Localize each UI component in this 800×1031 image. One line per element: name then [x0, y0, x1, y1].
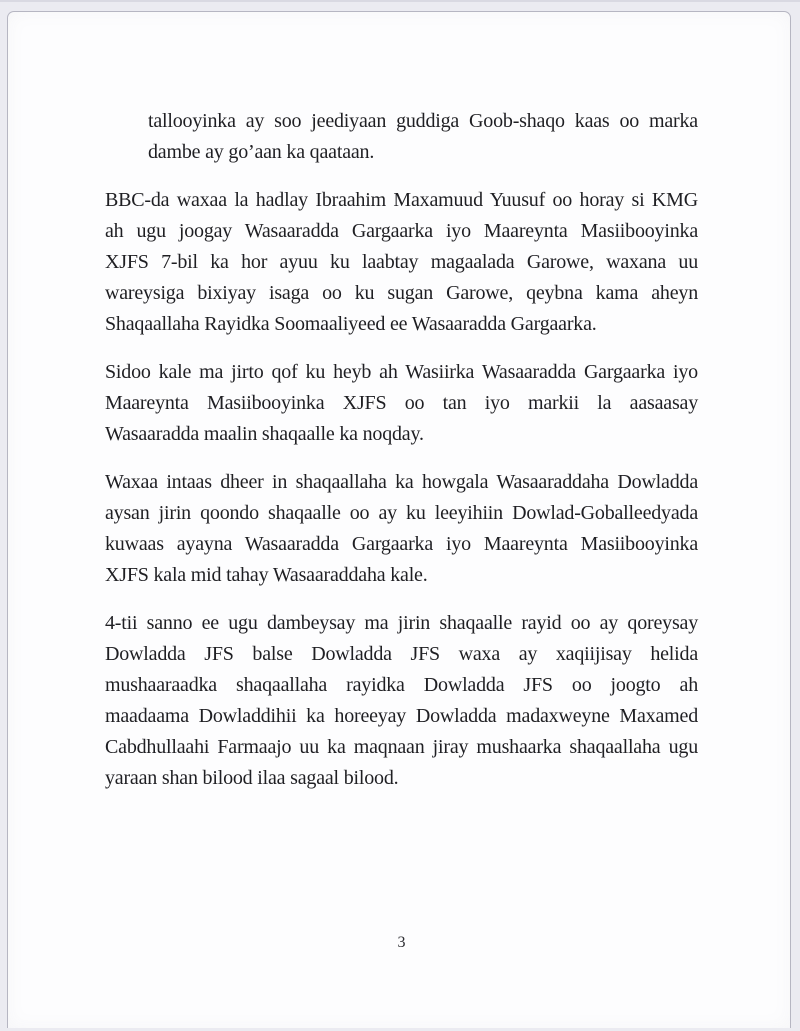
text-line: BBC-da waxaa la hadlay Ibraahim Maxamuud Yuusuf oo horay si KMG — [105, 189, 698, 211]
text-line: Waxaa intaas dheer in shaqaallaha ka howgala Wasaaraddaha Dowladda — [105, 471, 698, 493]
text-line: wareysiga bixiyay isaga oo ku sugan Garowe, qeybna kama aheyn — [105, 282, 698, 304]
page-number: 3 — [397, 934, 406, 951]
document-page — [7, 11, 791, 1028]
text-line: kuwaas ayayna Wasaaradda Gargaarka iyo Maareynta Masiibooyinka — [105, 533, 698, 555]
text-line: tallooyinka ay soo jeediyaan guddiga Goob-shaqo kaas oo marka — [148, 110, 698, 132]
text-line: Maareynta Masiibooyinka XJFS oo tan iyo markii la aasaasay — [105, 392, 698, 414]
text-line: Dowladda JFS balse Dowladda JFS waxa ay xaqiijisay helida — [105, 643, 698, 665]
text-line: Wasaaradda maalin shaqaalle ka noqday. — [105, 423, 424, 445]
paragraph — [105, 185, 698, 340]
text-line: ah ugu joogay Wasaaradda Gargaarka iyo Maareynta Masiibooyinka — [105, 220, 698, 242]
text-line: yaraan shan bilood ilaa sagaal bilood. — [105, 767, 399, 789]
photo-top-edge — [0, 0, 800, 2]
text-line: 4-tii sanno ee ugu dambeysay ma jirin shaqaalle rayid oo ay qoreysay — [105, 612, 698, 634]
text-line: Shaqaallaha Rayidka Soomaaliyeed ee Wasaaradda Gargaarka. — [105, 313, 597, 335]
text-line: dambe ay go’aan ka qaataan. — [148, 141, 375, 163]
text-line: XJFS 7-bil ka hor ayuu ku laabtay magaalada Garowe, waxana uu — [105, 251, 698, 273]
text-line: aysan jirin qoondo shaqaalle oo ay ku leeyihiin Dowlad-Goballeedyada — [105, 502, 698, 524]
paragraph — [105, 608, 698, 794]
paragraphs — [105, 106, 698, 794]
text-line: Sidoo kale ma jirto qof ku heyb ah Wasiirka Wasaaradda Gargaarka iyo — [105, 361, 698, 383]
paragraph — [105, 467, 698, 591]
paragraph — [105, 357, 698, 450]
paragraph — [105, 106, 698, 168]
text-line: Cabdhullaahi Farmaajo uu ka maqnaan jiray mushaarka shaqaallaha ugu — [105, 736, 698, 758]
text-line: XJFS kala mid tahay Wasaaraddaha kale. — [105, 564, 428, 586]
text-line: maadaama Dowladdihii ka horeeyay Dowladda madaxweyne Maxamed — [105, 705, 698, 727]
text-line: mushaaraadka shaqaallaha rayidka Dowladda JFS oo joogto ah — [105, 674, 698, 696]
